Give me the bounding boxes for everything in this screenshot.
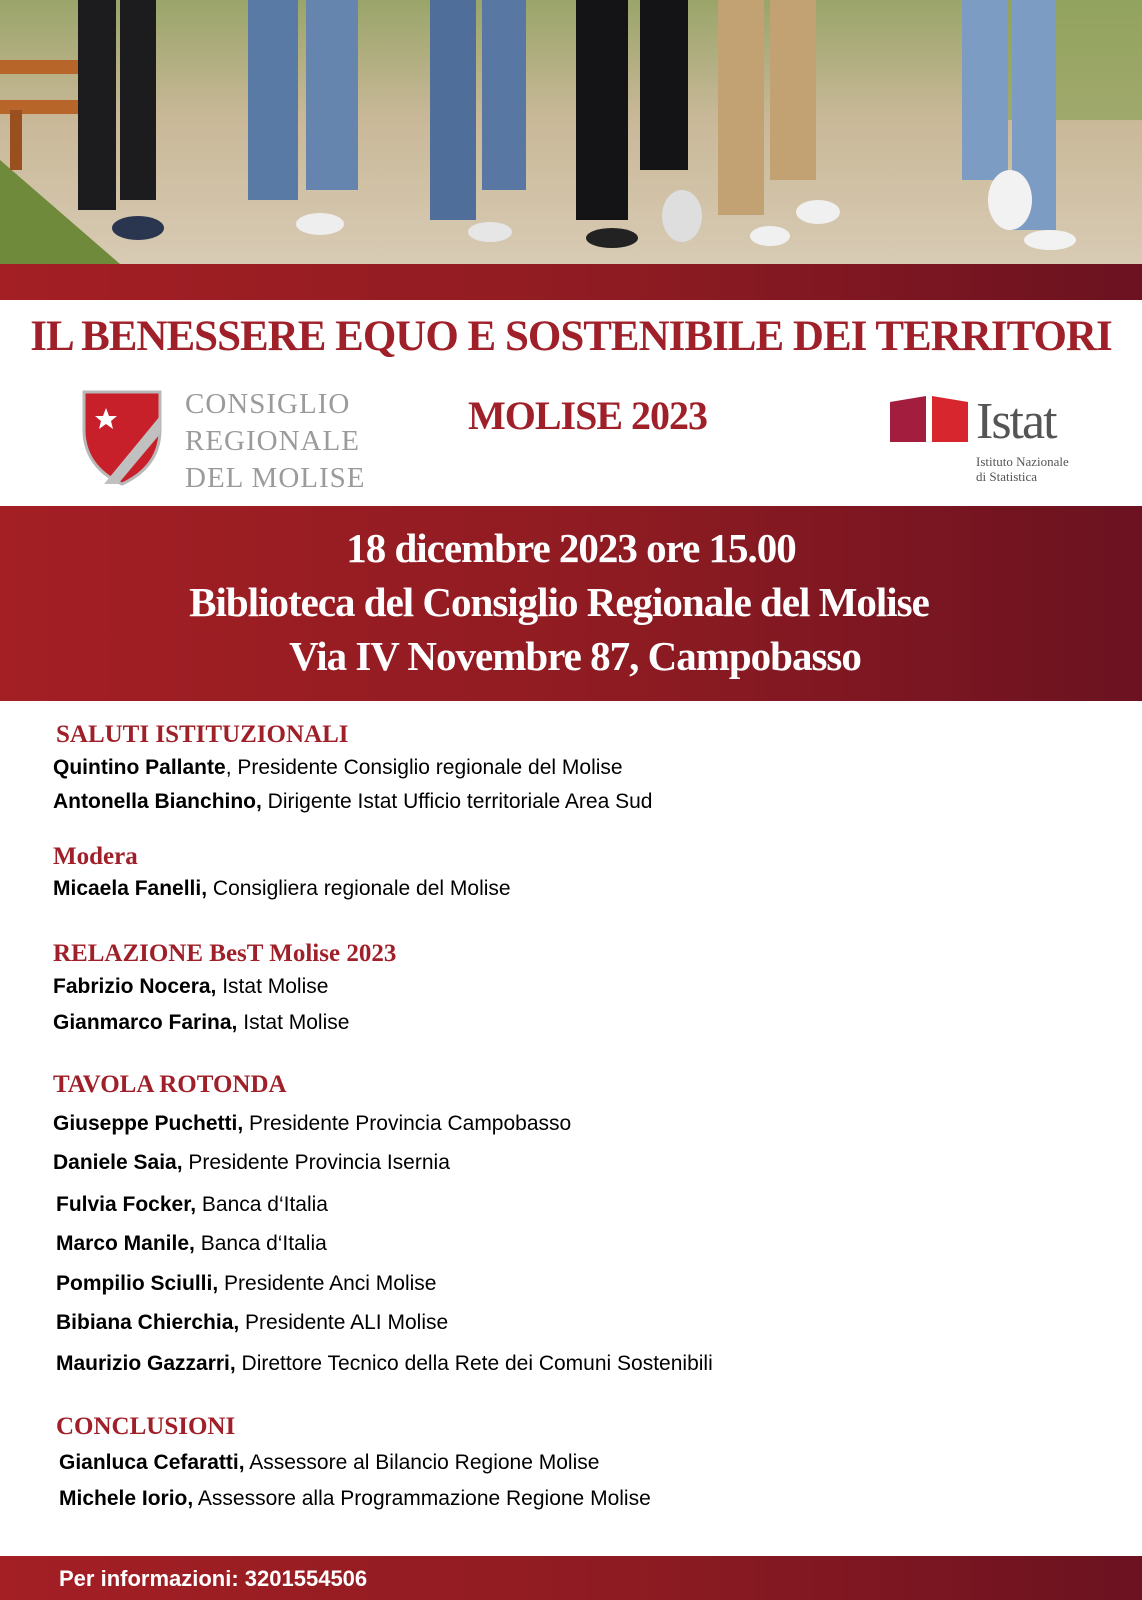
list-item: Quintino Pallante, Presidente Consiglio regionale del Molise bbox=[53, 756, 623, 779]
event-venue: Biblioteca del Consiglio Regionale del Molise bbox=[189, 579, 929, 625]
istat-subtitle bbox=[976, 454, 1069, 484]
istat-subtitle-line-2: di Statistica bbox=[976, 469, 1038, 484]
section-heading-saluti: SALUTI ISTITUZIONALI bbox=[56, 721, 349, 748]
event-address: Via IV Novembre 87, Campobasso bbox=[289, 633, 861, 679]
list-item: Pompilio Sciulli, Presidente Anci Molise bbox=[56, 1272, 437, 1295]
list-item: Daniele Saia, Presidente Provincia Isernia bbox=[53, 1151, 450, 1174]
event-info-band bbox=[0, 506, 1142, 701]
walking-people-image bbox=[0, 0, 1142, 264]
istat-mark-icon bbox=[890, 396, 970, 448]
page-subtitle: MOLISE 2023 bbox=[467, 393, 708, 438]
section-heading-conclusioni: CONCLUSIONI bbox=[56, 1413, 236, 1440]
section-heading-tavola: TAVOLA ROTONDA bbox=[53, 1071, 287, 1098]
list-item: Marco Manile, Banca d‘Italia bbox=[56, 1232, 327, 1255]
list-item: Giuseppe Puchetti, Presidente Provincia Campobasso bbox=[53, 1112, 572, 1135]
list-item: Micaela Fanelli, Consigliera regionale del Molise bbox=[53, 877, 511, 900]
list-item: Fulvia Focker, Banca d‘Italia bbox=[56, 1193, 328, 1216]
list-item: Michele Iorio, Assessore alla Programmazione Regione Molise bbox=[59, 1487, 651, 1510]
list-item: Maurizio Gazzarri, Direttore Tecnico della Rete dei Comuni Sostenibili bbox=[56, 1352, 713, 1375]
istat-wordmark: Istat bbox=[976, 393, 1056, 450]
page-title: IL BENESSERE EQUO E SOSTENIBILE DEI TERRITORI bbox=[30, 313, 1112, 360]
list-item: Gianmarco Farina, Istat Molise bbox=[53, 1011, 350, 1034]
list-item: Bibiana Chierchia, Presidente ALI Molise bbox=[56, 1311, 449, 1334]
hero-photo bbox=[0, 0, 1142, 264]
logo-line-2: REGIONALE bbox=[185, 425, 360, 457]
logo-line-1: CONSIGLIO bbox=[185, 388, 351, 420]
logo-line-3: DEL MOLISE bbox=[185, 462, 366, 494]
top-red-band bbox=[0, 264, 1142, 300]
list-item: Fabrizio Nocera, Istat Molise bbox=[53, 975, 329, 998]
istat-subtitle-line-1: Istituto Nazionale bbox=[976, 454, 1069, 469]
event-date-time: 18 dicembre 2023 ore 15.00 bbox=[346, 525, 796, 571]
section-heading-relazione: RELAZIONE BesT Molise 2023 bbox=[53, 940, 397, 967]
contact-info: Per informazioni: 3201554506 bbox=[59, 1566, 368, 1591]
list-item: Gianluca Cefaratti, Assessore al Bilancio Regione Molise bbox=[59, 1451, 600, 1474]
footer-band bbox=[0, 1556, 1142, 1600]
section-heading-modera: Modera bbox=[53, 843, 138, 870]
istat-logo bbox=[888, 392, 1088, 492]
list-item: Antonella Bianchino, Dirigente Istat Ufficio territoriale Area Sud bbox=[53, 790, 653, 813]
